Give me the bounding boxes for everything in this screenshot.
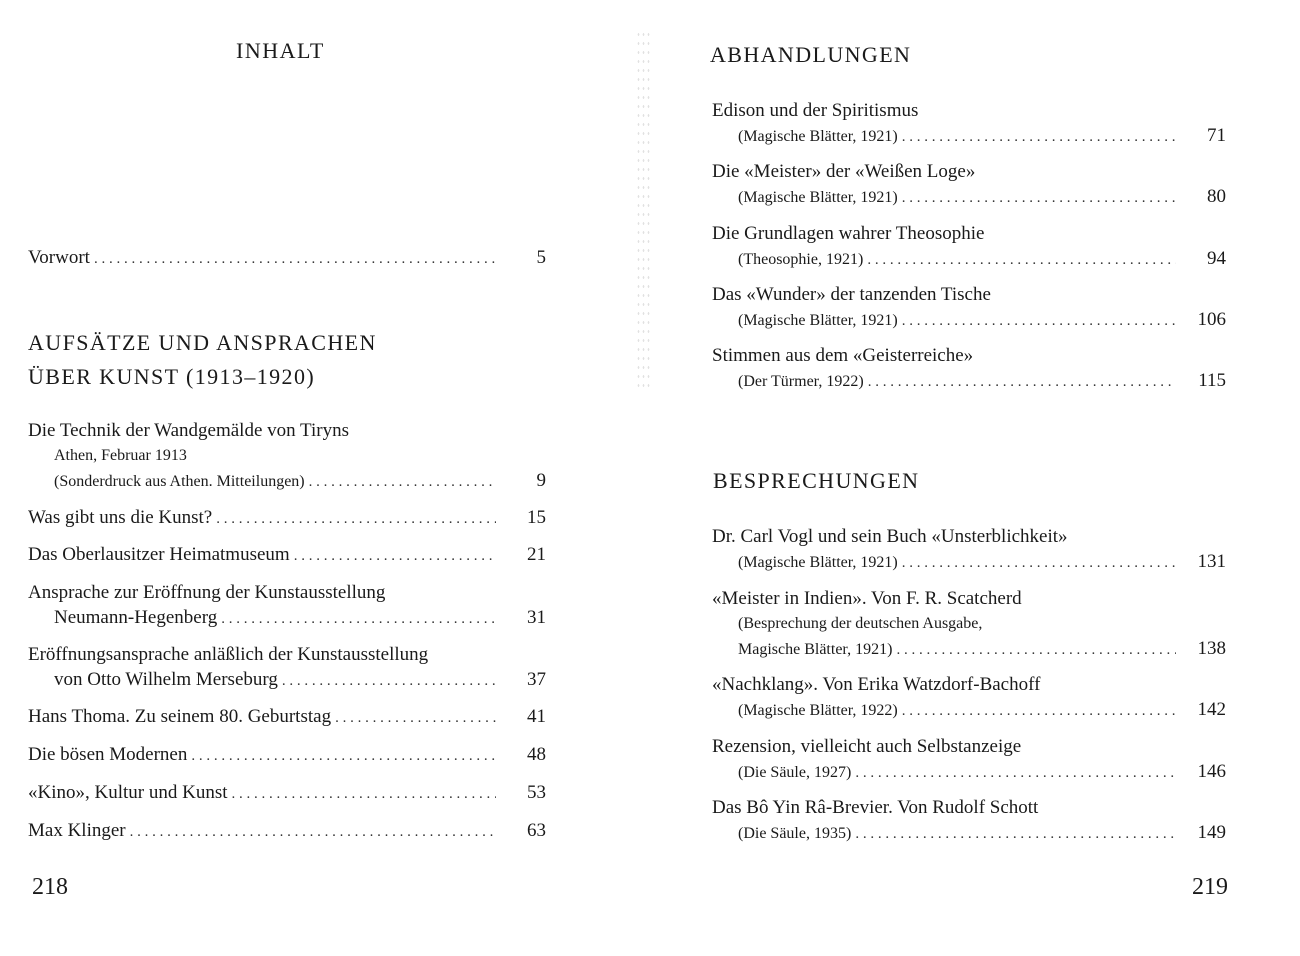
dot-leader	[902, 186, 1176, 211]
entry-title: Stimmen aus dem «Geisterreiche»	[712, 345, 974, 366]
dot-leader	[232, 782, 497, 807]
entry-page-number: 71	[1207, 125, 1226, 146]
entry-page-number: 146	[1197, 761, 1226, 782]
toc-entry	[712, 795, 1226, 847]
entry-title: Vorwort	[28, 247, 90, 268]
entry-source: (Magische Blätter, 1921)	[738, 189, 898, 206]
entry-subtitle: Athen, Februar 1913	[54, 447, 187, 464]
entry-title: Ansprache zur Eröffnung der Kunstausstellung	[28, 582, 386, 603]
toc-row	[712, 759, 1226, 786]
toc-entry	[28, 780, 546, 807]
entry-title: «Meister in Indien». Von F. R. Scatcherd	[712, 588, 1022, 609]
toc-row	[712, 549, 1226, 576]
entry-title: Die Grundlagen wahrer Theosophie	[712, 223, 985, 244]
toc-row	[28, 704, 546, 731]
entry-title: Rezension, vielleicht auch Selbstanzeige	[712, 736, 1022, 757]
section-heading-line: AUFSÄTZE UND ANSPRACHEN	[28, 330, 377, 355]
entry-page-number: 106	[1197, 309, 1226, 330]
entry-source-continued: Magische Blätter, 1921)	[738, 641, 893, 658]
toc-entry	[712, 343, 1226, 395]
entry-source: (Die Säule, 1935)	[738, 825, 852, 842]
toc-entry	[28, 542, 546, 569]
toc-row	[712, 123, 1226, 150]
toc-row	[28, 667, 546, 694]
entry-title: Das Bô Yin Râ-Brevier. Von Rudolf Schott	[712, 797, 1039, 818]
toc-entry	[712, 734, 1226, 786]
toc-row	[712, 307, 1226, 334]
dot-leader	[902, 125, 1176, 150]
entry-title: Was gibt uns die Kunst?	[28, 507, 213, 528]
page-number-right: 219	[1192, 874, 1228, 900]
toc-entry	[28, 418, 546, 495]
entry-title: Das «Wunder» der tanzenden Tische	[712, 284, 991, 305]
toc-entry	[712, 524, 1226, 576]
toc-entry	[712, 672, 1226, 724]
right-page	[650, 0, 1300, 956]
toc-row	[712, 820, 1226, 847]
toc-entry	[28, 642, 546, 694]
entry-source: (Magische Blätter, 1921)	[738, 312, 898, 329]
entry-page-number: 41	[527, 706, 546, 727]
entry-title: Dr. Carl Vogl und sein Buch «Unsterblichkeit»	[712, 526, 1068, 547]
toc-entry	[28, 818, 546, 845]
entry-page-number: 37	[527, 669, 546, 690]
entry-page-number: 131	[1197, 551, 1226, 572]
entry-page-number: 138	[1197, 638, 1226, 659]
toc-entry	[712, 98, 1226, 150]
entry-page-number: 9	[536, 470, 546, 491]
toc-entry	[28, 505, 546, 532]
section-heading-aufsaetze	[28, 326, 377, 394]
entry-page-number: 63	[527, 820, 546, 841]
dot-leader	[855, 761, 1176, 786]
entry-title: Max Klinger	[28, 820, 126, 841]
entry-source: (Die Säule, 1927)	[738, 764, 852, 781]
toc-row	[712, 697, 1226, 724]
entry-source: (Der Türmer, 1922)	[738, 373, 864, 390]
section-heading-abhandlungen: ABHANDLUNGEN	[710, 42, 912, 67]
dot-leader	[282, 669, 496, 694]
dot-leader	[902, 551, 1176, 576]
entry-source: (Magische Blätter, 1921)	[738, 128, 898, 145]
dot-leader	[294, 544, 496, 569]
dot-leader	[868, 370, 1176, 395]
entry-source: (Magische Blätter, 1922)	[738, 702, 898, 719]
entry-page-number: 15	[527, 507, 546, 528]
entry-page-number: 149	[1197, 822, 1226, 843]
dot-leader	[130, 820, 496, 845]
dot-leader	[335, 706, 496, 731]
entry-title: Die «Meister» der «Weißen Loge»	[712, 161, 976, 182]
page-title: INHALT	[236, 38, 325, 63]
dot-leader	[867, 248, 1176, 273]
section-heading-line: ÜBER KUNST (1913–1920)	[28, 364, 316, 389]
entry-page-number: 53	[527, 782, 546, 803]
entry-page-number: 142	[1197, 699, 1226, 720]
entry-page-number: 80	[1207, 186, 1226, 207]
toc-row	[28, 780, 546, 807]
toc-row	[28, 818, 546, 845]
toc-row	[712, 368, 1226, 395]
dot-leader	[216, 507, 496, 532]
toc-row	[28, 605, 546, 632]
toc-entry	[712, 159, 1226, 211]
entry-title: «Nachklang». Von Erika Watzdorf-Bachoff	[712, 674, 1041, 695]
entry-page-number: 31	[527, 607, 546, 628]
entry-page-number: 94	[1207, 248, 1226, 269]
dot-leader	[896, 638, 1176, 663]
entry-page-number: 115	[1198, 370, 1226, 391]
section-heading-besprechungen: BESPRECHUNGEN	[713, 468, 920, 493]
toc-entry	[28, 742, 546, 769]
entry-source: (Sonderdruck aus Athen. Mitteilungen)	[54, 473, 305, 490]
dot-leader	[902, 699, 1176, 724]
entry-title: «Kino», Kultur und Kunst	[28, 782, 228, 803]
entry-title: Edison und der Spiritismus	[712, 100, 919, 121]
entry-source: (Magische Blätter, 1921)	[738, 554, 898, 571]
toc-entry	[712, 221, 1226, 273]
entry-page-number: 48	[527, 744, 546, 765]
entry-page-number: 21	[527, 544, 546, 565]
toc-row	[712, 636, 1226, 663]
entry-title: Hans Thoma. Zu seinem 80. Geburtstag	[28, 706, 332, 727]
entry-title-continued: Neumann-Hegenberg	[54, 607, 218, 628]
dot-leader	[902, 309, 1176, 334]
book-gutter	[636, 30, 650, 390]
entry-title-continued: von Otto Wilhelm Merseburg	[54, 669, 278, 690]
toc-entry	[28, 580, 546, 632]
toc-entry	[28, 704, 546, 731]
dot-leader	[855, 822, 1176, 847]
toc-row	[28, 505, 546, 532]
toc-row	[28, 742, 546, 769]
toc-row	[28, 468, 546, 495]
toc-row	[28, 245, 546, 272]
dot-leader	[94, 247, 496, 272]
entry-source: (Theosophie, 1921)	[738, 251, 864, 268]
dot-leader	[221, 607, 496, 632]
page-number-left: 218	[32, 874, 68, 900]
entry-title: Die bösen Modernen	[28, 744, 188, 765]
entry-title: Das Oberlausitzer Heimatmuseum	[28, 544, 290, 565]
entry-title: Eröffnungsansprache anläßlich der Kunstausstellung	[28, 644, 429, 665]
entry-page-number: 5	[536, 247, 546, 268]
entry-source: (Besprechung der deutschen Ausgabe,	[738, 615, 983, 632]
toc-entry	[712, 586, 1226, 663]
dot-leader	[309, 470, 496, 495]
toc-row	[712, 184, 1226, 211]
toc-row	[712, 246, 1226, 273]
entry-title: Die Technik der Wandgemälde von Tiryns	[28, 420, 349, 441]
toc-entry-foreword	[28, 245, 546, 272]
toc-entry	[712, 282, 1226, 334]
dot-leader	[191, 744, 496, 769]
toc-row	[28, 542, 546, 569]
left-page	[0, 0, 640, 956]
